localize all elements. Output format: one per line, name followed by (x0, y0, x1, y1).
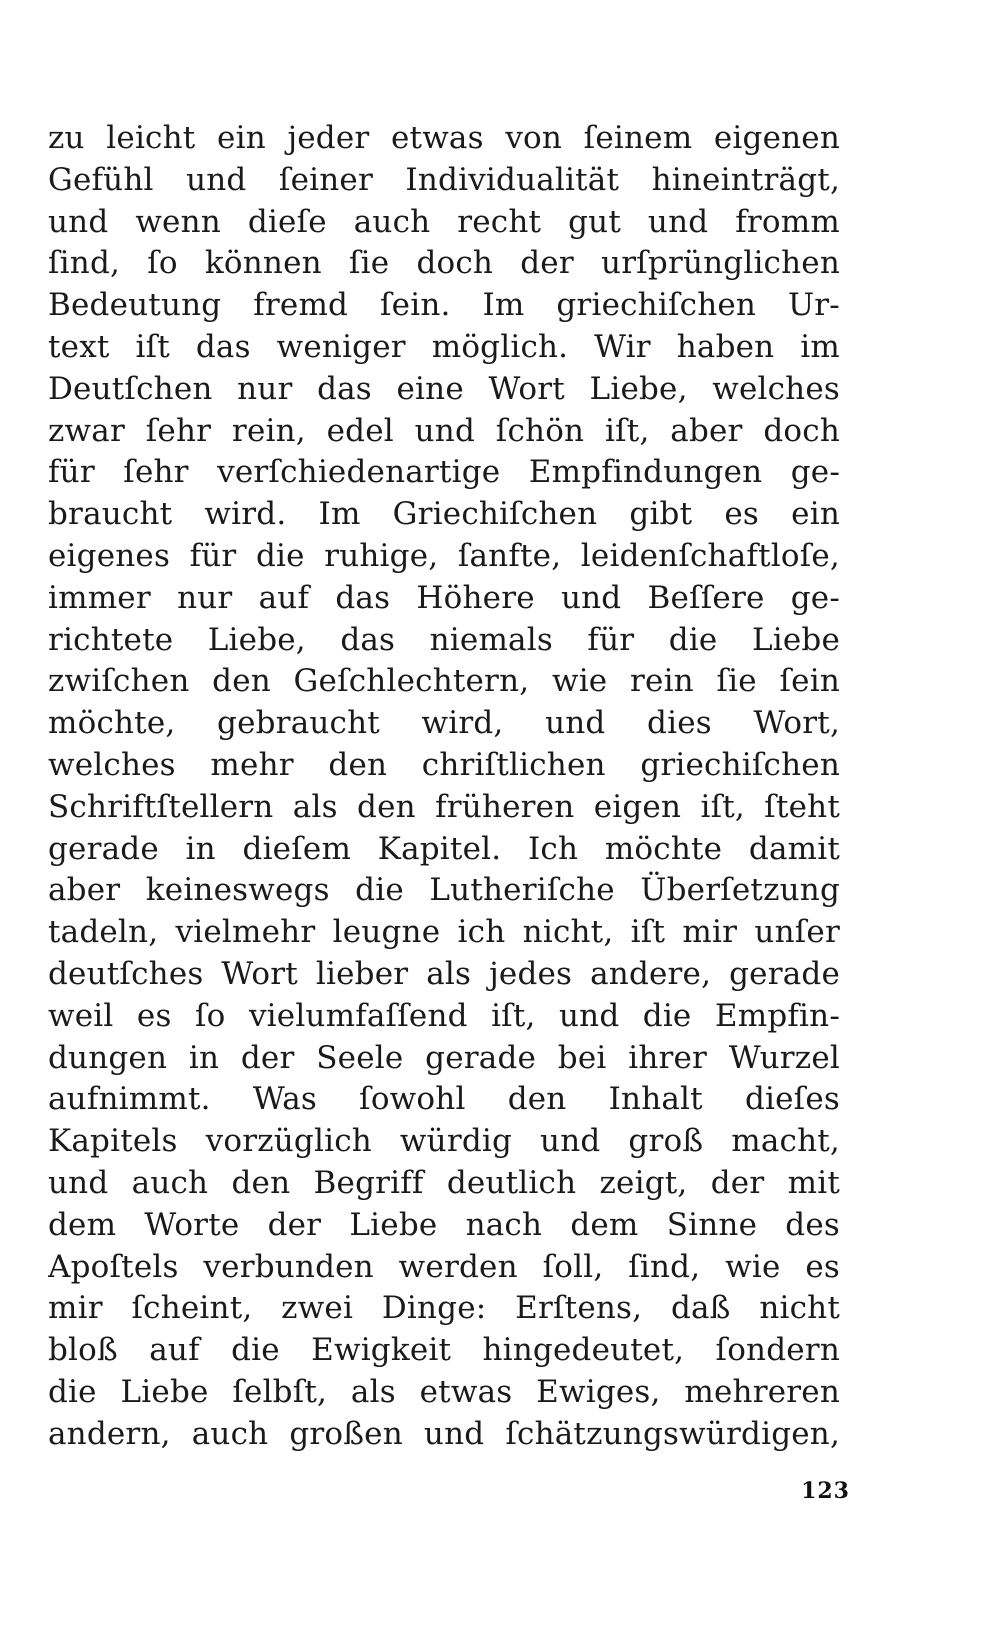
text-line: richtete Liebe, das niemals für die Liebe (48, 621, 840, 658)
text-line: zwar ſehr rein, edel und ſchön iſt, aber doch (48, 412, 840, 449)
text-line: ſind, ſo können ſie doch der urſprünglichen (48, 245, 840, 282)
text-line: zu leicht ein jeder etwas von ſeinem eigenen (48, 120, 840, 156)
text-line: die Liebe ſelbſt, als etwas Ewiges, mehreren (48, 1373, 840, 1410)
text-line: gerade in dieſem Kapitel. Ich möchte damit (48, 830, 840, 867)
text-line: zwiſchen den Geſchlechtern, wie rein ſie ſein (48, 663, 840, 700)
text-line: braucht wird. Im Griechiſchen gibt es ein (48, 496, 840, 533)
text-line: tadeln, vielmehr leugne ich nicht, iſt mir unſer (48, 914, 840, 951)
text-line: Schriftſtellern als den früheren eigen iſt, ſteht (48, 788, 840, 825)
page-number: 123 (801, 1478, 850, 1504)
text-line: aber keineswegs die Lutheriſche Überſetzung (48, 872, 840, 909)
text-line: Bedeutung fremd ſein. Im griechiſchen Ur- (48, 287, 840, 324)
text-line: für ſehr verſchiedenartige Empfindungen ge- (48, 454, 840, 491)
text-line: mir ſcheint, zwei Dinge: Erſtens, daß nicht (48, 1290, 840, 1327)
text-line: dungen in der Seele gerade bei ihrer Wurzel (48, 1039, 840, 1076)
text-line: aufnimmt. Was ſowohl den Inhalt dieſes (48, 1081, 840, 1118)
text-line: immer nur auf das Höhere und Beſſere ge- (48, 579, 840, 616)
body-text (48, 118, 840, 1456)
text-line: weil es ſo vielumfaſſend iſt, und die Empfin- (48, 997, 840, 1034)
text-line: dem Worte der Liebe nach dem Sinne des (48, 1206, 840, 1243)
text-line: welches mehr den chriſtlichen griechiſchen (48, 746, 840, 783)
text-line: möchte, gebraucht wird, und dies Wort, (48, 705, 840, 742)
text-line: Kapitels vorzüglich würdig und groß macht, (48, 1123, 840, 1160)
text-line: eigenes für die ruhige, ſanfte, leidenſchaftloſe, (48, 537, 840, 574)
text-line: Deutſchen nur das eine Wort Liebe, welches (48, 370, 840, 407)
text-line: Apoſtels verbunden werden ſoll, ſind, wie es (48, 1248, 840, 1285)
text-line: bloß auf die Ewigkeit hingedeutet, ſondern (48, 1332, 840, 1369)
text-line: und wenn dieſe auch recht gut und fromm (48, 203, 840, 240)
text-line: deutſches Wort lieber als jedes andere, gerade (48, 955, 840, 992)
text-line: andern, auch großen und ſchätzungswürdigen, (48, 1415, 840, 1452)
text-line: text iſt das weniger möglich. Wir haben im (48, 328, 840, 365)
text-line: und auch den Begriff deutlich zeigt, der mit (48, 1164, 840, 1201)
text-line: Gefühl und ſeiner Individualität hineinträgt, (48, 161, 840, 198)
